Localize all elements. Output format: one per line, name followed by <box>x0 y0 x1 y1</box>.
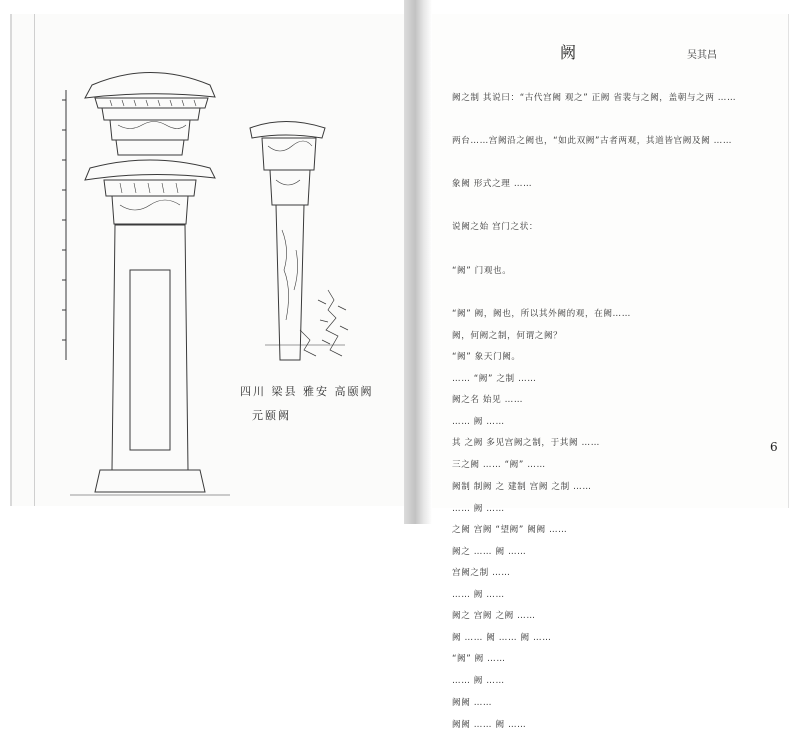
tree-sketch <box>300 290 348 356</box>
main-tower-base <box>95 470 205 492</box>
text-line: …… 阙 …… <box>452 590 505 601</box>
text-line: 象阙 形式之理 …… <box>452 179 533 190</box>
text-line: “阙” 阙 …… <box>452 654 506 665</box>
drawing-caption <box>240 383 374 431</box>
main-tower-shaft <box>112 225 188 470</box>
caption-line-1: 四川 梁县 雅安 高颐阙 <box>240 385 374 398</box>
text-line: 阙之名 始见 …… <box>452 395 524 406</box>
text-line: …… 阙 …… <box>452 676 505 687</box>
text-line: …… “阙” 之制 …… <box>452 374 537 385</box>
sub-tower-shaft <box>276 205 304 360</box>
page-title: 阙 <box>560 43 580 62</box>
main-tower-lower-roof <box>85 160 215 180</box>
sub-tower-roof <box>250 122 325 139</box>
page-number: 6 <box>770 440 778 454</box>
text-line: 两台……宫阙沿之阙也，“如此双阙”古者两观，其道皆官阙及阙 …… <box>452 136 733 147</box>
text-line: 阙之 宫阙 之阙 …… <box>452 611 536 622</box>
text-line: 其 之阙 多见宫阙之制，于其阙 …… <box>452 438 600 449</box>
text-line: …… 阙 …… <box>452 417 505 428</box>
text-line: 阙阙 …… 阙 …… <box>452 719 527 730</box>
text-line: “阙” 阙，阙也，所以其外阙的观，在阙…… <box>452 308 631 319</box>
text-line: 阙，何阙之制，何谓之阙？ <box>452 330 563 341</box>
caption-line-2: 元颐阙 <box>252 409 291 422</box>
scale-ticks <box>62 100 66 340</box>
text-line: “阙” 象天门阙。 <box>452 352 521 363</box>
text-line: 阙阙 …… <box>452 697 493 708</box>
text-line: 说阙之始 宫门之状： <box>452 222 539 233</box>
text-line: 阙制 制阙 之 建制 宫阙 之制 …… <box>452 481 592 492</box>
text-line: “阙” 门观也。 <box>452 265 512 276</box>
text-line: 阙 …… 阙 …… 阙 …… <box>452 633 552 644</box>
text-line: 之阙 宫阙 “望阙” 阙阙 …… <box>452 524 568 535</box>
text-block-2 <box>452 300 782 746</box>
text-line: 宫阙之制 …… <box>452 568 511 579</box>
text-line: 阙之 …… 阙 …… <box>452 546 527 557</box>
main-tower-roof <box>85 73 215 99</box>
author-name: 吴其昌 <box>687 50 717 61</box>
text-line: 阙之制 其说曰：“古代宫阙 观之” 正阙 省裴与之阙，盖朝与之两 …… <box>452 92 737 103</box>
text-line: …… 阙 …… <box>452 503 505 514</box>
text-line: 三之阙 …… “阙” …… <box>452 460 546 471</box>
main-tower-panel <box>130 270 170 450</box>
